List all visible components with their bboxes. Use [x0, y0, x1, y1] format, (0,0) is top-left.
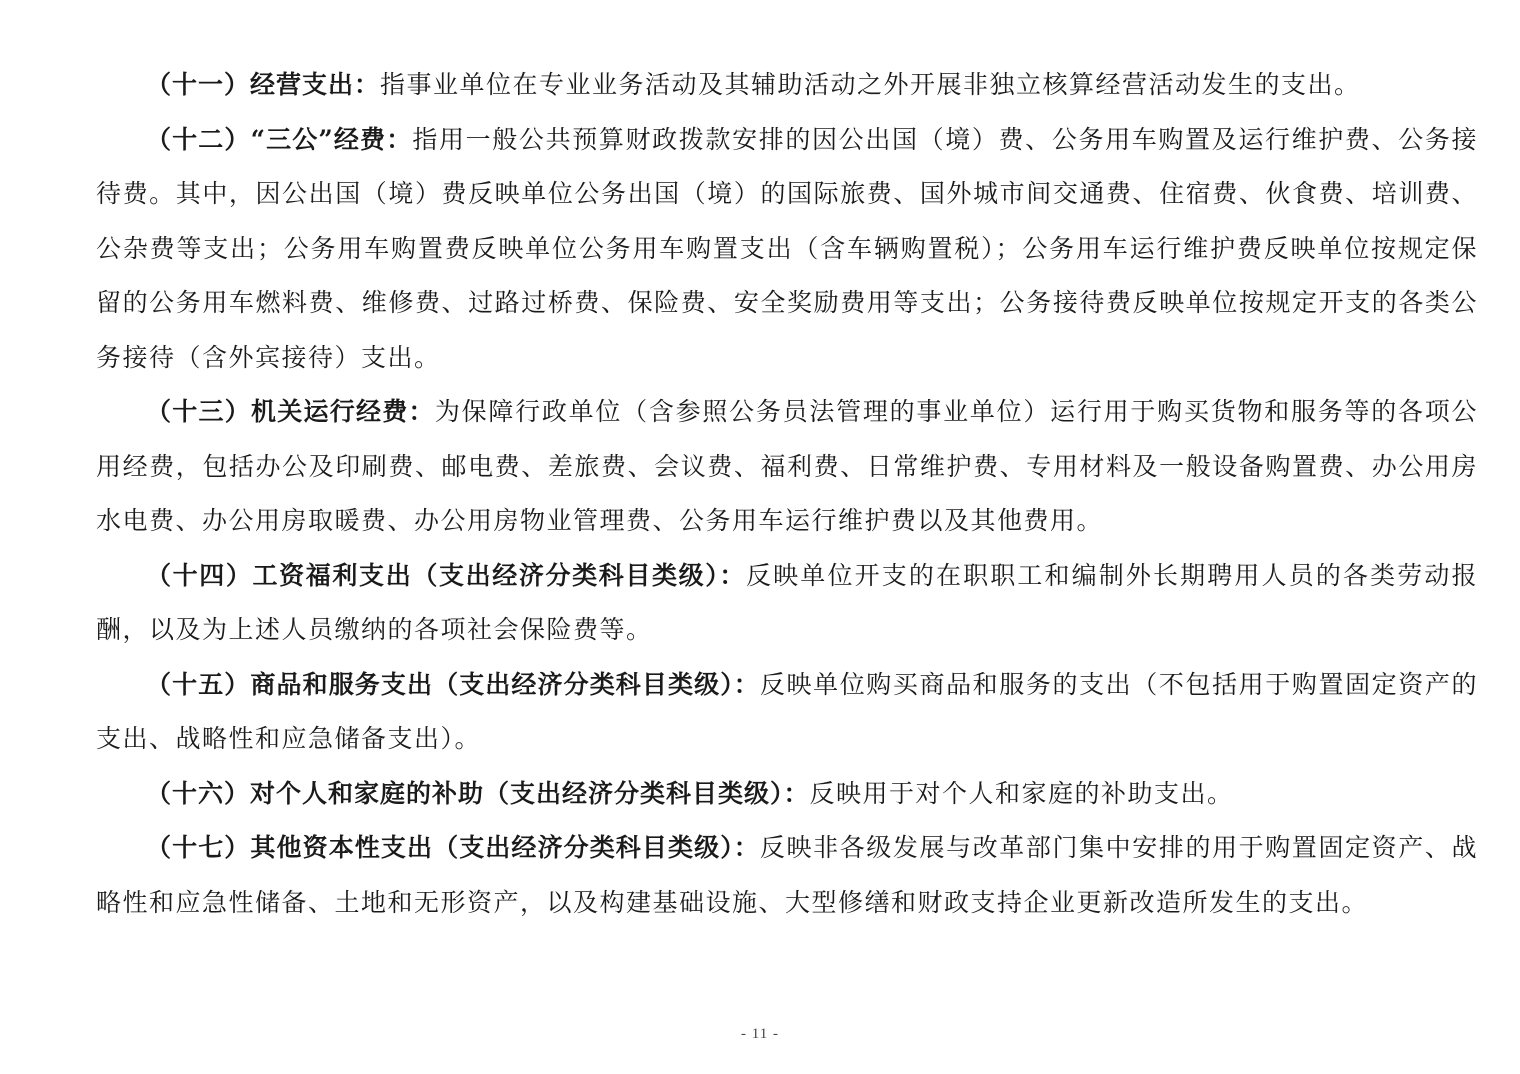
paragraph-text: 指用一般公共预算财政拨款安排的因公出国（境）费、公务用车购置及运行维护费、公务接待费。其中，因公出国（境）费反映单位公务出国（境）的国际旅费、国外城市间交通费、住宿费、伙食费、培训费、公杂费等支出；公务用车购置费反映单位公务用车购置支出（含车辆购置税）；公务用车运行维护费反映单位按规定保留的公务用车燃料费、维修费、过路过桥费、保险费、安全奖励费用等支出；公务接待费反映单位按规定开支的各类公务接待（含外宾接待）支出。 — [96, 124, 1478, 372]
paragraph-text: 为保障行政单位（含参照公务员法管理的事业单位）运行用于购买货物和服务等的各项公用经费，包括办公及印刷费、邮电费、差旅费、会议费、福利费、日常维护费、专用材料及一般设备购置费、办公用房水电费、办公用房取暖费、办公用房物业管理费、公务用车运行维护费以及其他费用。 — [96, 397, 1478, 535]
paragraph-wages-benefits — [96, 549, 1478, 658]
paragraph-term: （十一）经营支出： — [146, 70, 381, 99]
paragraph-other-capital-expenditure — [96, 821, 1478, 930]
paragraph-text: 反映用于对个人和家庭的补助支出。 — [809, 778, 1234, 808]
paragraph-three-public-expenses — [96, 113, 1478, 386]
paragraph-text: 反映单位购买商品和服务的支出（不包括用于购置固定资产的支出、战略性和应急储备支出）。 — [96, 669, 1478, 753]
paragraph-text: 指事业单位在专业业务活动及其辅助活动之外开展非独立核算经营活动发生的支出。 — [380, 70, 1361, 99]
paragraph-term: （十七）其他资本性支出（支出经济分类科目类级）： — [146, 833, 760, 862]
paragraph-text: 反映非各级发展与改革部门集中安排的用于购置固定资产、战略性和应急性储备、土地和无形资产，以及构建基础设施、大型修缮和财政支持企业更新改造所发生的支出。 — [96, 833, 1478, 917]
page-number: - 11 - — [741, 1026, 779, 1042]
paragraph-term: （十五）商品和服务支出（支出经济分类科目类级）： — [146, 669, 760, 699]
paragraph-term: （十六）对个人和家庭的补助（支出经济分类科目类级）： — [146, 778, 810, 808]
document-body — [96, 58, 1478, 930]
paragraph-text: 反映单位开支的在职职工和编制外长期聘用人员的各类劳动报酬，以及为上述人员缴纳的各项社会保险费等。 — [96, 560, 1478, 644]
paragraph-operating-expenditure — [96, 58, 1478, 113]
paragraph-household-subsidies — [96, 767, 1478, 822]
paragraph-agency-operating-funds — [96, 385, 1478, 549]
paragraph-term: （十二）“三公”经费： — [146, 124, 413, 154]
paragraph-term: （十三）机关运行经费： — [146, 397, 435, 426]
paragraph-goods-services — [96, 658, 1478, 767]
paragraph-term: （十四）工资福利支出（支出经济分类科目类级）： — [146, 560, 747, 590]
